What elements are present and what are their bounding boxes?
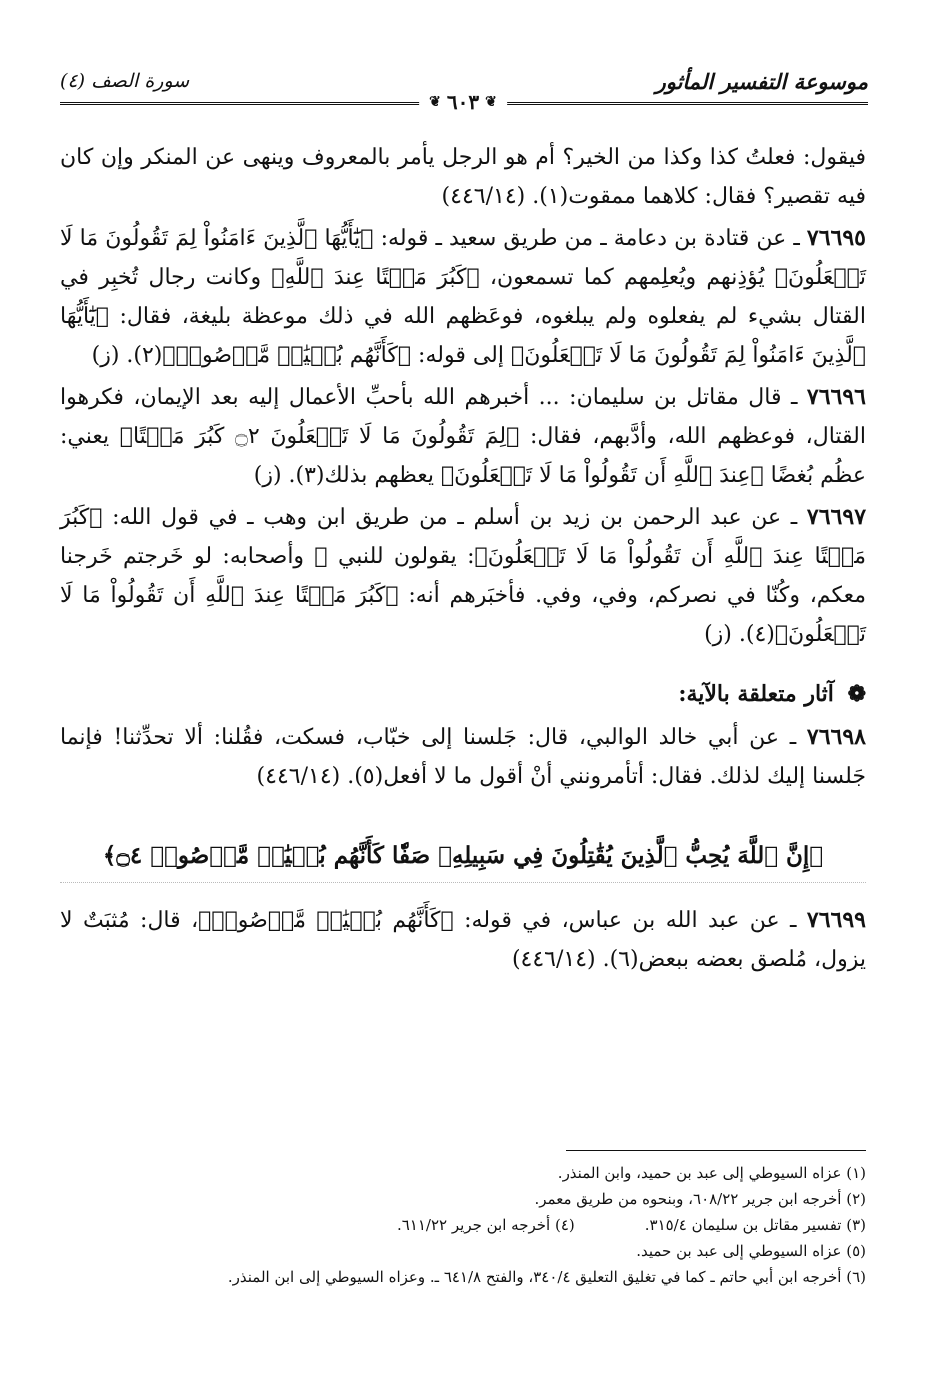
footnote-row (60, 1212, 866, 1238)
athar-number: ٧٦٦٩٦ (806, 384, 866, 410)
footnote-divider (566, 1150, 866, 1151)
main-text (60, 138, 866, 982)
flower-icon: ❁ (847, 681, 866, 707)
section-heading-text: آثار متعلقة بالآية: (678, 681, 834, 707)
paragraph-continued (60, 138, 866, 216)
paragraph-text: ـ عن عبد الرحمن بن زيد بن أسلم ـ من طريق ابن وهب ـ في قول الله: ﴿كَبُرَ مَقۡتًا عِندَ ٱللَّهِ أَن تَقُولُواْ مَا لَا تَفۡعَلُونَ﴾: يقولون للنبي ﷺ وأصحابه: لو خَرجتم خَرجنا معكم، وكُنّا في نصركم، وفي، وفي. فأخبَرهم أنه: ﴿كَبُرَ مَقۡتًا عِندَ ٱللَّهِ أَن تَقُولُواْ مَا لَا تَفۡعَلُونَ﴾(٤). (ز) (60, 505, 866, 647)
verse-text: ﴿إِنَّ ٱللَّهَ يُحِبُّ ٱلَّذِينَ يُقَٰتِلُونَ فِي سَبِيلِهِۦ صَفّٗا كَأَنَّهُم بُنۡيَٰنٞ مَّرۡصُوصٞ ۝٤﴾ (102, 842, 824, 869)
paragraph-text: ـ عن أبي خالد الوالبي، قال: جَلسنا إلى خبّاب، فسكت، فقُلنا: ألا تحدِّثنا! فإنما جَلسنا إليك لذلك. فقال: أتأمرونني أنْ أقول ما لا أفعل(٥). (٤٤٦/١٤) (60, 725, 866, 789)
footnote-3: (٣) تفسير مقاتل بن سليمان ٣١٥/٤. (644, 1216, 866, 1234)
footnotes (60, 1160, 866, 1290)
footnote-5: (٥) عزاه السيوطي إلى عبد بن حميد. (636, 1242, 866, 1260)
surah-title: سورة الصف (٤) (60, 70, 190, 92)
athar-number: ٧٦٦٩٧ (806, 504, 867, 530)
athar-paragraph (60, 901, 866, 979)
ornament-icon: ❦ (485, 94, 497, 110)
athar-number: ٧٦٦٩٨ (806, 724, 866, 750)
footnote-6: (٦) أخرجه ابن أبي حاتم ـ كما في تغليق التعليق ٣٤٠/٤، والفتح ٦٤١/٨ ـ. وعزاه السيوطي إلى ابن المنذر. (227, 1268, 866, 1286)
athar-paragraph (60, 378, 866, 495)
paragraph-text: ـ عن قتادة بن دعامة ـ من طريق سعيد ـ قوله: ﴿يَٰٓأَيُّهَا ٱلَّذِينَ ءَامَنُواْ لِمَ تَقُولُونَ مَا لَا تَفۡعَلُونَ﴾ يُؤذِنهم ويُعلِمهم كما تسمعون، ﴿كَبُرَ مَقۡتًا عِندَ ٱللَّهِ﴾ وكانت رجال تُخبِر في القتال بشيء لم يفعلوه ولم يبلغوه، فوعَظهم الله في ذلك موعظة بليغة، فقال: ﴿يَٰٓأَيُّهَا ٱلَّذِينَ ءَامَنُواْ لِمَ تَقُولُونَ مَا لَا تَفۡعَلُونَ﴾ إلى قوله: ﴿كَأَنَّهُم بُنۡيَٰنٞ مَّرۡصُوصٞ﴾(٢). (ز) (60, 226, 866, 368)
footnote-2: (٢) أخرجه ابن جرير ٦٠٨/٢٢، وبنحوه من طريق معمر. (534, 1190, 866, 1208)
footnote-4: (٤) أخرجه ابن جرير ٦١١/٢٢. (396, 1216, 575, 1234)
page-number: ٦٠٣ (446, 90, 480, 114)
athar-number: ٧٦٦٩٥ (806, 225, 866, 251)
athar-paragraph (60, 718, 866, 796)
paragraph-text: ـ عن عبد الله بن عباس، في قوله: ﴿كَأَنَّهُم بُنۡيَٰنٞ مَّرۡصُوصٞ﴾، قال: مُثبَتٌ لا يزول، مُلصق بعضه ببعض(٦). (٤٤٦/١٤) (60, 908, 866, 972)
quran-verse (60, 836, 866, 883)
paragraph-text: فيقول: فعلتُ كذا وكذا من الخير؟ أم هو الرجل يأمر بالمعروف وينهى عن المنكر وإن كان فيه تقصير؟ فقال: كلاهما ممقوت(١). (٤٤٦/١٤) (60, 145, 866, 209)
athar-paragraph (60, 219, 866, 375)
section-heading (60, 676, 866, 712)
paragraph-text: ـ قال مقاتل بن سليمان: ... أخبرهم الله بأحبِّ الأعمال إليه بعد الإيمان، فكرهوا القتال، فوعظهم الله، وأدَّبهم، فقال: ﴿لِمَ تَقُولُونَ مَا لَا تَفۡعَلُونَ ۝٢ كَبُرَ مَقۡتًا﴾ يعني: عظُم بُغضًا ﴿عِندَ ٱللَّهِ أَن تَقُولُواْ مَا لَا تَفۡعَلُونَ﴾ يعظهم بذلك(٣). (ز) (60, 385, 866, 488)
athar-number: ٧٦٦٩٩ (806, 907, 866, 933)
athar-paragraph (60, 498, 866, 654)
footnote-1: (١) عزاه السيوطي إلى عبد بن حميد، وابن المنذر. (557, 1164, 866, 1182)
book-title: موسوعة التفسير المأثور (655, 68, 868, 94)
ornament-icon: ❦ (429, 94, 441, 110)
page-number-ornament (419, 90, 507, 114)
